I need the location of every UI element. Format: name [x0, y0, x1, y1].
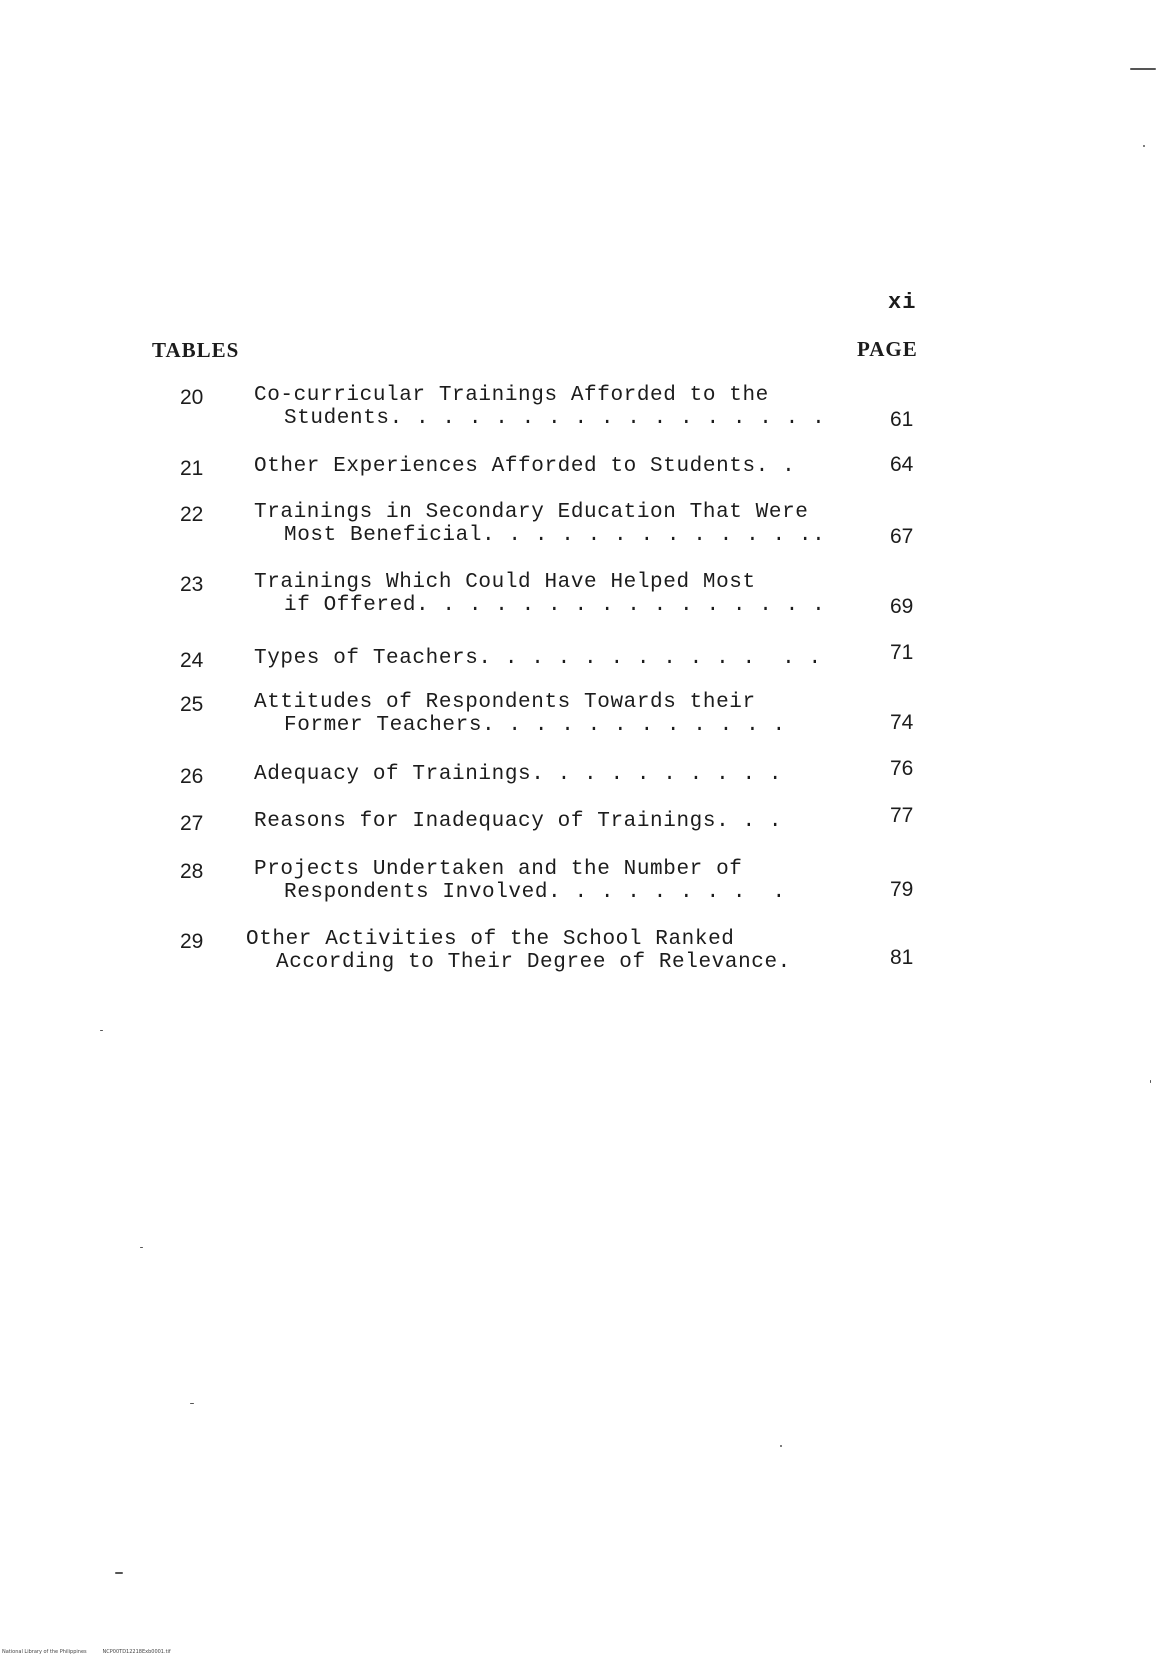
- table-title-line-2: if Offered. . . . . . . . . . . . . . . .: [284, 594, 826, 617]
- table-title: [246, 928, 791, 974]
- table-title-line-1: Other Activities of the School Ranked: [246, 928, 735, 951]
- table-number: 23: [180, 573, 204, 596]
- scan-speck: [140, 1247, 143, 1248]
- scan-mark: [1130, 68, 1156, 70]
- scan-speck: [100, 1030, 103, 1031]
- table-number: 26: [180, 765, 204, 788]
- scan-speck: [1150, 1080, 1151, 1083]
- table-title: [254, 384, 825, 430]
- library-footer-text: National Library of the Philippines: [2, 1649, 87, 1655]
- table-title-line-1: Reasons for Inadequacy of Trainings. . .: [254, 810, 783, 833]
- scan-speck: [115, 1572, 123, 1574]
- table-title: [254, 501, 825, 547]
- scan-footer: [2, 1649, 171, 1655]
- table-title: [254, 763, 782, 786]
- file-footer-text: NCP00TD12218Exb0001.tif: [102, 1649, 171, 1655]
- scan-speck: [1143, 145, 1145, 147]
- table-title-line-2: Most Beneficial. . . . . . . . . . . . ..: [284, 524, 826, 547]
- table-title: [254, 571, 825, 617]
- table-title: [254, 691, 786, 737]
- table-number: 20: [180, 386, 204, 409]
- page-reference: 74: [890, 711, 914, 734]
- scan-speck: [780, 1445, 782, 1447]
- table-title-line-1: Projects Undertaken and the Number of: [254, 858, 743, 881]
- page-reference: 67: [890, 525, 914, 548]
- table-title-line-1: Other Experiences Afforded to Students. .: [254, 455, 796, 478]
- table-title-line-1: Trainings Which Could Have Helped Most: [254, 571, 756, 594]
- page-reference: 79: [890, 878, 914, 901]
- table-number: 25: [180, 693, 204, 716]
- table-title: [254, 858, 786, 904]
- page-reference: 76: [890, 757, 914, 780]
- scan-speck: [190, 1403, 194, 1404]
- table-number: 29: [180, 930, 204, 953]
- table-title-line-2: Respondents Involved. . . . . . . . .: [284, 881, 786, 904]
- table-title-line-1: Types of Teachers. . . . . . . . . . . . .: [254, 647, 822, 670]
- table-title: [254, 647, 822, 670]
- page-reference: 71: [890, 641, 914, 664]
- page-reference: 81: [890, 946, 914, 969]
- roman-page-number: xi: [888, 290, 917, 315]
- table-title: [254, 455, 795, 478]
- table-title: [254, 810, 782, 833]
- table-title-line-1: Co-curricular Trainings Afforded to the: [254, 384, 769, 407]
- page-reference: 77: [890, 804, 914, 827]
- tables-column-header: TABLES: [152, 338, 240, 362]
- page-column-header: PAGE: [857, 337, 918, 361]
- table-title-line-1: Trainings in Secondary Education That Were: [254, 501, 809, 524]
- table-title-line-2: Former Teachers. . . . . . . . . . . .: [284, 714, 786, 737]
- table-number: 21: [180, 457, 204, 480]
- table-number: 24: [180, 649, 204, 672]
- table-number: 28: [180, 860, 204, 883]
- page-reference: 61: [890, 408, 914, 431]
- page-reference: 69: [890, 595, 914, 618]
- table-title-line-1: Adequacy of Trainings. . . . . . . . . .: [254, 763, 783, 786]
- table-title-line-2: According to Their Degree of Relevance.: [276, 951, 791, 974]
- table-title-line-1: Attitudes of Respondents Towards their: [254, 691, 756, 714]
- table-number: 22: [180, 503, 204, 526]
- page-reference: 64: [890, 453, 914, 476]
- table-number: 27: [180, 812, 204, 835]
- table-title-line-2: Students. . . . . . . . . . . . . . . . .: [284, 407, 826, 430]
